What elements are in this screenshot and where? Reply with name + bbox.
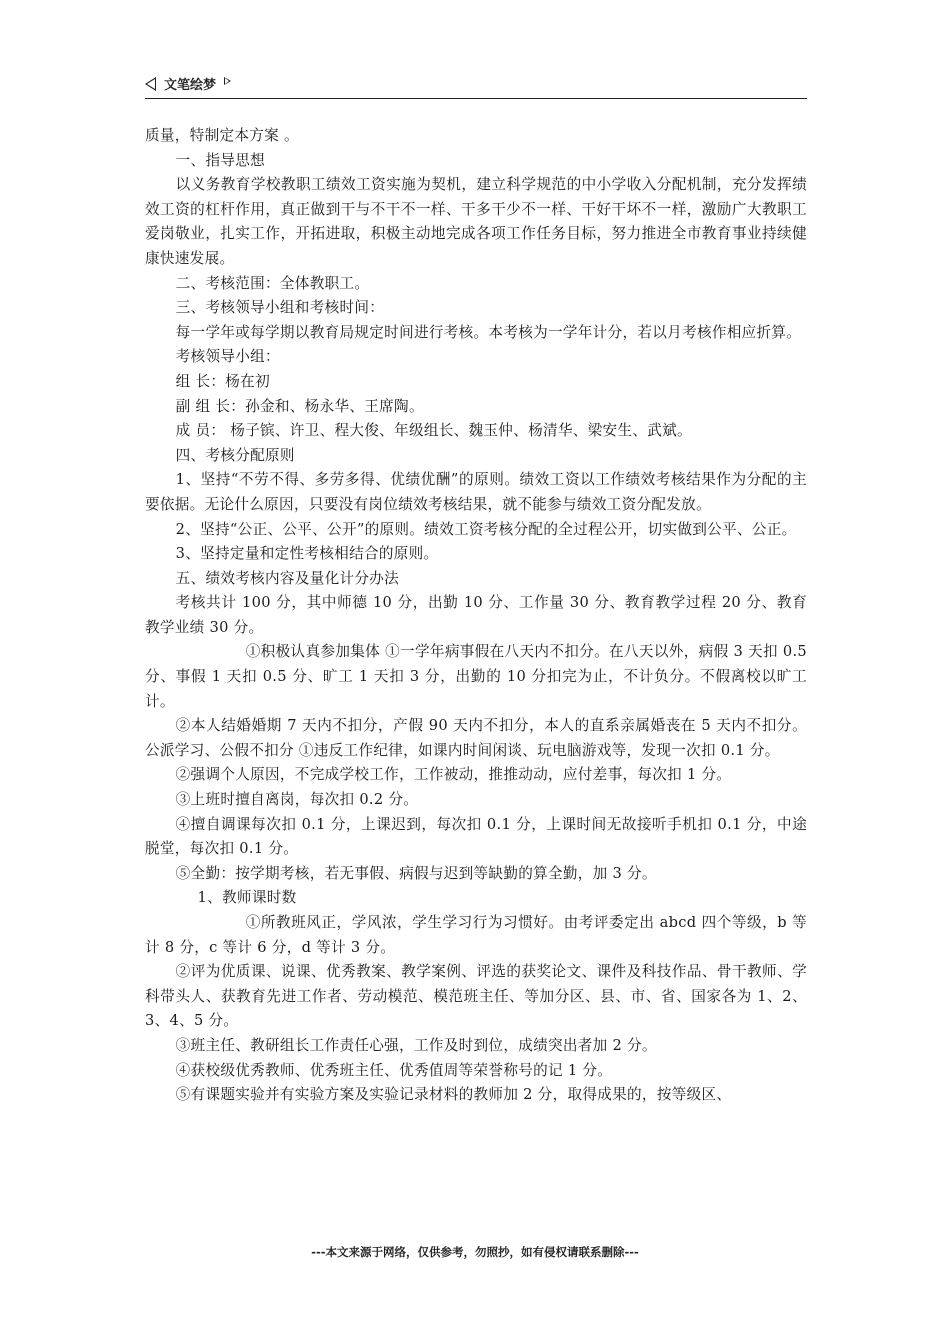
header-brand [145,74,231,93]
paragraph: 三、考核领导小组和考核时间： [175,299,385,317]
paragraph: 3、坚持定量和定性考核相结合的原则。 [175,545,439,563]
paragraph: ⑤有课题实验并有实验方案及实验记录材料的教师加 2 分，取得成果的，按等级区、 [175,1086,732,1104]
paragraph: 二、考核范围：全体教职工。 [175,274,370,292]
paragraph: 副 组 长：孙金和、杨永华、王席陶。 [175,397,424,415]
paragraph: 成 员： 杨子镔、许卫、程大俊、年级组长、魏玉仲、杨清华、梁安生、武斌。 [175,422,692,440]
paragraph: 1、坚持“不劳不得、多劳多得、优绩优酬”的原则。绩效工资以工作绩效考核结果作为分配的主要依据。无论什么原因，只要没有岗位绩效考核结果，就不能参与绩效工资分配发放。 [145,471,807,513]
paragraph: ③班主任、教研组长工作责任心强，工作及时到位，成绩突出者加 2 分。 [175,1036,657,1054]
paragraph: ①所教班风正，学风浓，学生学习行为习惯好。由考评委定出 abcd 四个等级，b 等计 8 分，c 等计 6 分，d 等计 3 分。 [145,914,807,956]
document-body [145,124,807,1108]
page-footer: ---本文来源于网络，仅供参考，勿照抄，如有侵权请联系删除--- [311,1245,639,1259]
paragraph: ⑤全勤：按学期考核，若无事假、病假与迟到等缺勤的算全勤，加 3 分。 [175,864,657,882]
paragraph: 2、坚持“公正、公平、公开”的原则。绩效工资考核分配的全过程公开，切实做到公平、公正。 [175,520,797,538]
paragraph: ②评为优质课、说课、优秀教案、教学案例、评选的获奖论文、课件及科技作品、骨干教师、学科带头人、获教育先进工作者、劳动模范、模范班主任、等加分区、县、市、省、国家各为 1、2、3、4、5 分。 [145,963,807,1030]
paragraph: 组 长：杨在初 [175,372,270,390]
paragraph: ①积极认真参加集体 ①一学年病事假在八天内不扣分。在八天以外，病假 3 天扣 0.5 分、事假 1 天扣 0.5 分、旷工 1 天扣 3 分，出勤的 10 分扣完为止，不计负分。不假离校以旷工计。 [145,643,807,710]
paragraph: ②强调个人原因，不完成学校工作，工作被动，推推动动，应付差事，每次扣 1 分。 [175,766,732,784]
paragraph: ④获校级优秀教师、优秀班主任、优秀值周等荣誉称号的记 1 分。 [175,1061,613,1079]
paragraph: ②本人结婚婚期 7 天内不扣分，产假 90 天内不扣分，本人的直系亲属婚丧在 5 天内不扣分。公派学习、公假不扣分 ①违反工作纪律，如课内时间闲谈、玩电脑游戏等，发现一次扣 0.1 分。 [145,717,807,759]
paragraph: 一、指导思想 [175,151,266,169]
paragraph: ④擅自调课每次扣 0.1 分，上课迟到，每次扣 0.1 分，上课时间无故接听手机扣 0.1 分，中途脱堂，每次扣 0.1 分。 [145,815,807,858]
paragraph: 每一学年或每学期以教育局规定时间进行考核。本考核为一学年计分，若以月考核作相应折算。 [175,323,802,341]
paragraph: ③上班时擅自离岗，每次扣 0.2 分。 [175,791,419,809]
paragraph: 以义务教育学校教职工绩效工资实施为契机，建立科学规范的中小学收入分配机制，充分发挥绩效工资的杠杆作用，真正做到干与不干不一样、干多干少不一样、干好干坏不一样，激励广大教职工爱岗敬业，扎实工作，开拓进取，积极主动地完成各项工作任务目标，努力推进全市教育事业持续健康快速发展。 [145,176,807,267]
paragraph: 四、考核分配原则 [175,446,295,464]
brand-text: 文笔绘梦 [164,78,217,93]
triangle-right-icon [224,77,231,85]
triangle-left-icon [145,77,156,91]
paragraph: 1、教师课时数 [197,889,297,907]
paragraph: 质量，特制定本方案 。 [145,127,299,144]
paragraph: 考核共计 100 分，其中师德 10 分，出勤 10 分、工作量 30 分、教育教学过程 20 分、教育教学业绩 30 分。 [145,594,807,636]
page-header [145,72,807,99]
paragraph: 五、绩效考核内容及量化计分办法 [175,569,400,587]
paragraph: 考核领导小组： [175,348,280,366]
